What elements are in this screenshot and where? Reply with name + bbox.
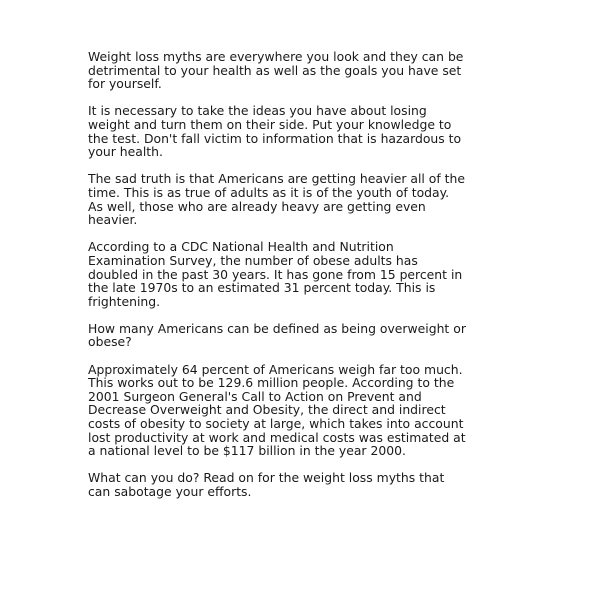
document-body — [88, 50, 528, 512]
paragraph-intro: Weight loss myths are everywhere you look and they can be detrimental to your health as well as the goals you have set for yourself. — [88, 49, 464, 92]
paragraph-sad-truth: The sad truth is that Americans are getting heavier all of the time. This is as true of adults as it is of the youth of today. As well, those who are already heavy are getting even heavier. — [88, 171, 466, 228]
paragraph-cdc-survey: According to a CDC National Health and Nutrition Examination Survey, the number of obese adults has doubled in the past 30 years. It has gone from 15 percent in the late 1970s to an estimated 31 percent today. This is frightening. — [88, 239, 463, 309]
paragraph-question: How many Americans can be defined as being overweight or obese? — [88, 320, 466, 350]
paragraph-conclusion: What can you do? Read on for the weight loss myths that can sabotage your efforts. — [88, 470, 445, 499]
paragraph-statistics: Approximately 64 percent of Americans weigh far too much. This works out to be 129.6 million people. According to the 2001 Surgeon General's Call to Action on Prevent and Decrease Overweight and Obesity, the direct and indirect costs of obesity to society at large, which takes into account lost productivity at work and medical costs was estimated at a national level to be $117 billion in the year 2000. — [88, 361, 466, 459]
paragraph-ideas: It is necessary to take the ideas you have about losing weight and turn them on their side. Put your knowledge to the test. Don't fall victim to information that is hazardous to your health. — [88, 103, 462, 160]
